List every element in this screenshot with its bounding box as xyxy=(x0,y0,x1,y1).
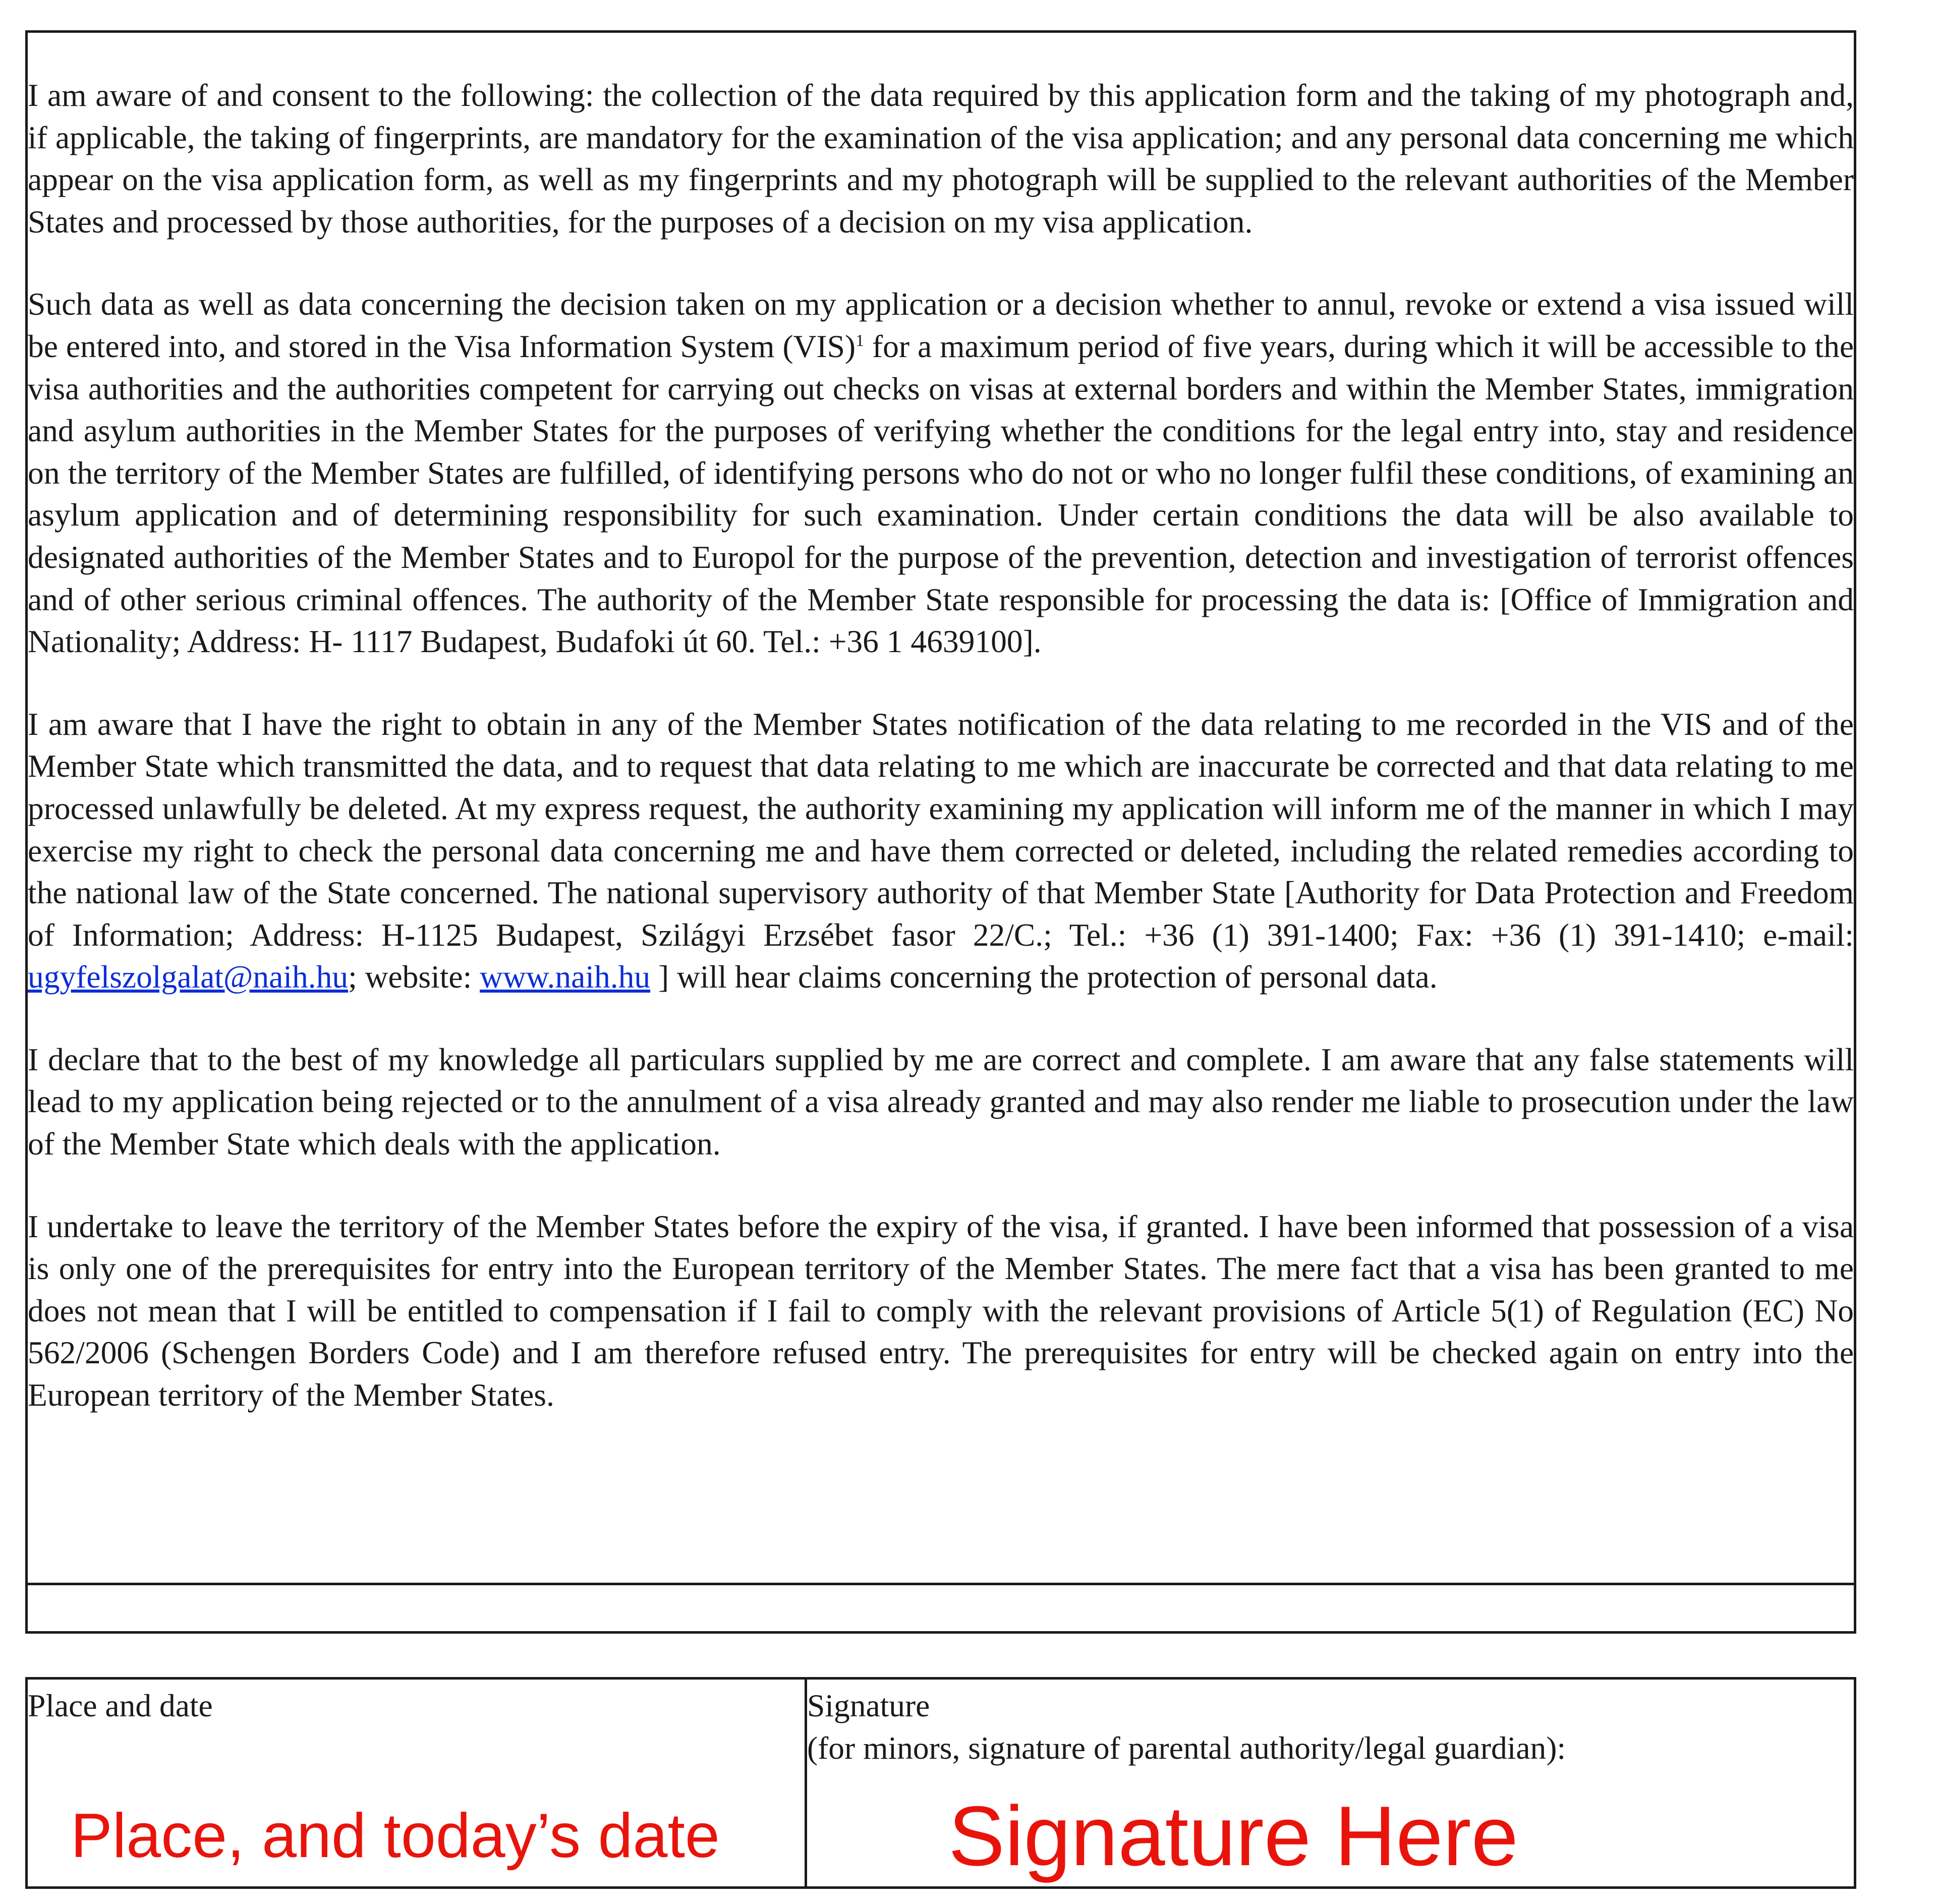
place-date-cell[interactable] xyxy=(28,1680,807,1886)
signature-table xyxy=(25,1677,1856,1889)
place-date-hint: Place, and today’s date xyxy=(71,1801,720,1871)
website-link[interactable]: www.naih.hu xyxy=(480,959,651,995)
signature-sublabel: (for minors, signature of parental authority/legal guardian): xyxy=(807,1730,1566,1766)
declaration-paragraph-consent: I am aware of and consent to the following: the collection of the data required by this application form and the taking of my photograph and, if applicable, the taking of fingerprints, are mandatory for the examination of the visa application; and any personal data concerning me which appear on the visa application form, as well as my fingerprints and my photograph will be supplied to the relevant authorities of the Member States and processed by those authorities, for the purposes of a decision on my visa application. xyxy=(28,77,1854,240)
declaration-paragraph-data-rights: I am aware that I have the right to obtain in any of the Member States notification of the data relating to me recorded in the VIS and of the Member State which transmitted the data, and to request that data relating to me which are inaccurate be corrected and that data relating to me processed unlawfully be deleted. At my express request, the authority examining my application will inform me of the manner in which I may exercise my right to check the personal data concerning me and have them corrected or deleted, including the related remedies according to the national law of the State concerned. The national supervisory authority of that Member State [Authority for Data Protection and Freedom of Information; Address: H-1125 Budapest, Szilágyi Erzsébet fasor 22/C.; Tel.: +36 (1) 391-1400; Fax: +36 (1) 391-1410; e-mail: ugyfelszolgalat@naih.hu; website: www.naih.hu ] will hear claims concerning the protection of personal data. xyxy=(28,706,1854,995)
declaration-box xyxy=(25,30,1856,1585)
signature-label: Signature xyxy=(807,1688,930,1723)
signature-cell[interactable] xyxy=(807,1680,1854,1886)
declaration-paragraph-vis-storage: Such data as well as data concerning the decision taken on my application or a decision whether to annul, revoke or extend a visa issued will be entered into, and stored in the Visa Information System (VIS)$^1$ for a maximum period of five years, during which it will be accessible to the visa authorities and the authorities competent for carrying out checks on visas at external borders and within the Member States, immigration and asylum authorities in the Member States for the purposes of verifying whether the conditions for the legal entry into, stay and residence on the territory of the Member States are fulfilled, of identifying persons who do not or who no longer fulfil these conditions, of examining an asylum application and of determining responsibility for such examination. Under certain conditions the data will be also available to designated authorities of the Member States and to Europol for the purpose of the prevention, detection and investigation of terrorist offences and of other serious criminal offences. The authority of the Member State responsible for processing the data is: [Office of Immigration and Nationality; Address: H- 1117 Budapest, Budafoki út 60. Tel.: +36 1 4639100]. xyxy=(28,286,1854,660)
signature-hint: Signature Here xyxy=(948,1788,1518,1883)
blank-form-row xyxy=(25,1585,1856,1634)
declaration-text xyxy=(28,74,1854,1416)
declaration-paragraph-departure: I undertake to leave the territory of the Member States before the expiry of the visa, if granted. I have been informed that possession of a visa is only one of the prerequisites for entry into the European territory of the Member States. The mere fact that a visa has been granted to me does not mean that I will be entitled to compensation if I fail to comply with the relevant provisions of Article 5(1) of Regulation (EC) No 562/2006 (Schengen Borders Code) and I am therefore refused entry. The prerequisites for entry will be checked again on entry into the European territory of the Member States. xyxy=(28,1208,1854,1413)
email-link[interactable]: ugyfelszolgalat@naih.hu xyxy=(28,959,349,995)
place-date-label: Place and date xyxy=(28,1688,213,1723)
footnote-marker[interactable]: 1 xyxy=(856,331,865,350)
declaration-paragraph-accuracy: I declare that to the best of my knowledge all particulars supplied by me are correct and complete. I am aware that any false statements will lead to my application being rejected or to the annulment of a visa already granted and may also render me liable to prosecution under the law of the Member State which deals with the application. xyxy=(28,1041,1854,1162)
